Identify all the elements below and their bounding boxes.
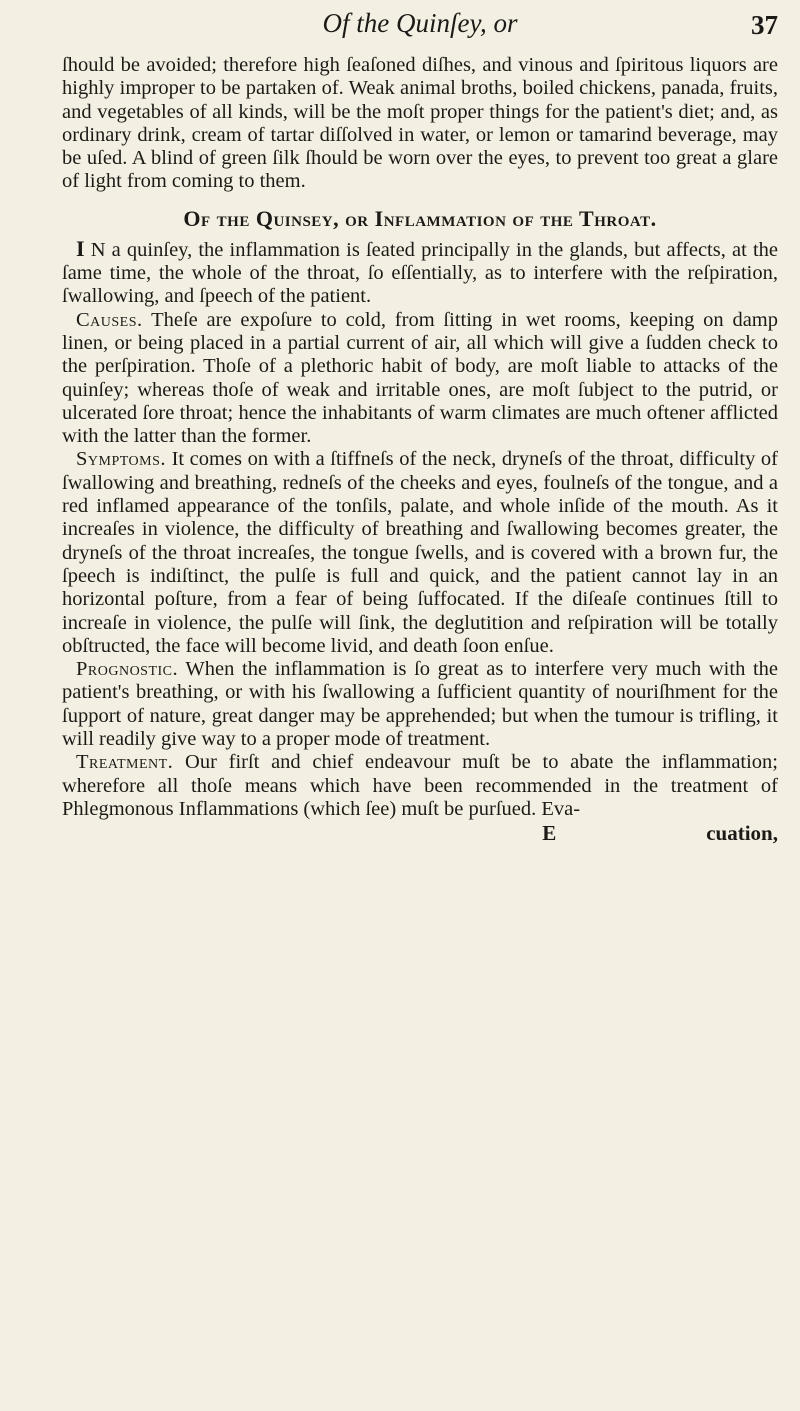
causes-lead-in: Causes. — [76, 308, 143, 331]
paragraph-diet-continuation: ſhould be avoided; therefore high ſeaſoned diſhes, and vinous and ſpiritous liquors are highly improper to be partaken of. Weak animal broths, boiled chickens, panada, fruits, and vegetables of all kinds, will be the moſt proper things for the patient's diet; and, as ordinary drink, cream of tartar diſſolved in water, or lemon or tamarind beverage, may be uſed. A blind of green ſilk ſhould be worn over the eyes, to prevent too great a glare of light from coming to them. — [62, 54, 778, 193]
prognostic-lead-in: Prognostic. — [76, 658, 179, 681]
symptoms-text: It comes on with a ſtiffneſs of the neck, dryneſs of the throat, difficulty of ſwallowing and breathing, redneſs of the cheeks and eyes, foulneſs of the tongue, and a red inflamed appearance of the tonſils, palate, and whole inſide of the mouth. As it increaſes in violence, the difficulty of breathing and ſwallowing becomes greater, the dryneſs of the throat increaſes, the tongue ſwells, and is covered with a brown fur, the ſpeech is indiſtinct, the pulſe is full and quick, and the patient cannot lay in an horizontal poſture, from a fear of being ſuffocated. If the diſeaſe continues ſtill to increaſe in violence, the pulſe will ſink, the deglutition and reſpiration will be totally obſtructed, the face will become livid, and death ſoon enſue. — [62, 448, 778, 657]
treatment-text: Our firſt and chief endeavour muſt be to abate the inflammation; wherefore all thoſe means which have been recommended in the treatment of Phlegmonous Inflammations (which ſee) muſt be purſued. Eva- — [62, 751, 778, 820]
paragraph-definition — [62, 237, 778, 309]
paragraph-treatment — [62, 751, 778, 821]
paragraph-prognostic — [62, 658, 778, 751]
running-title: Of the Quinſey, or — [322, 8, 518, 38]
catchword: cuation, — [706, 821, 778, 846]
symptoms-lead-in: Symptoms. — [76, 448, 167, 471]
section-heading: Of the Quinsey, or Inflammation of the Throat. — [183, 205, 657, 231]
prognostic-text: When the inflammation is ſo great as to interfere very much with the patient's breathing, or with his ſwallowing a ſufficient quantity of nouriſhment for the ſupport of nature, great danger may be apprehended; but when the tumour is trifling, it will readily give way to a proper mode of treatment. — [62, 658, 778, 751]
signature-mark: E — [542, 821, 557, 846]
running-head — [62, 8, 778, 54]
page-footer — [62, 821, 778, 846]
paragraph-definition-text: N a quinſey, the inflammation is ſeated principally in the glands, but affects, at the ſame time, the whole of the throat, ſo eſſentially, as to interfere with the reſpiration, ſwallowing, and ſpeech of the patient. — [62, 238, 778, 308]
paragraph-causes — [62, 309, 778, 449]
body-text — [62, 54, 778, 821]
treatment-lead-in: Treatment. — [76, 751, 174, 774]
page-number: 37 — [751, 10, 778, 40]
paragraph-symptoms — [62, 448, 778, 658]
drop-initial: I — [76, 235, 85, 261]
causes-text: Theſe are expoſure to cold, from ſitting in wet rooms, keeping on damp linen, or being placed in a partial current of air, all which will give a ſudden check to the perſpiration. Thoſe of a plethoric habit of body, are moſt liable to attacks of the quinſey; whereas thoſe of weak and irritable ones, are moſt ſubject to the putrid, or ulcerated ſore throat; hence the inhabitants of warm climates are much oftener afflicted with the latter than the former. — [62, 308, 778, 448]
